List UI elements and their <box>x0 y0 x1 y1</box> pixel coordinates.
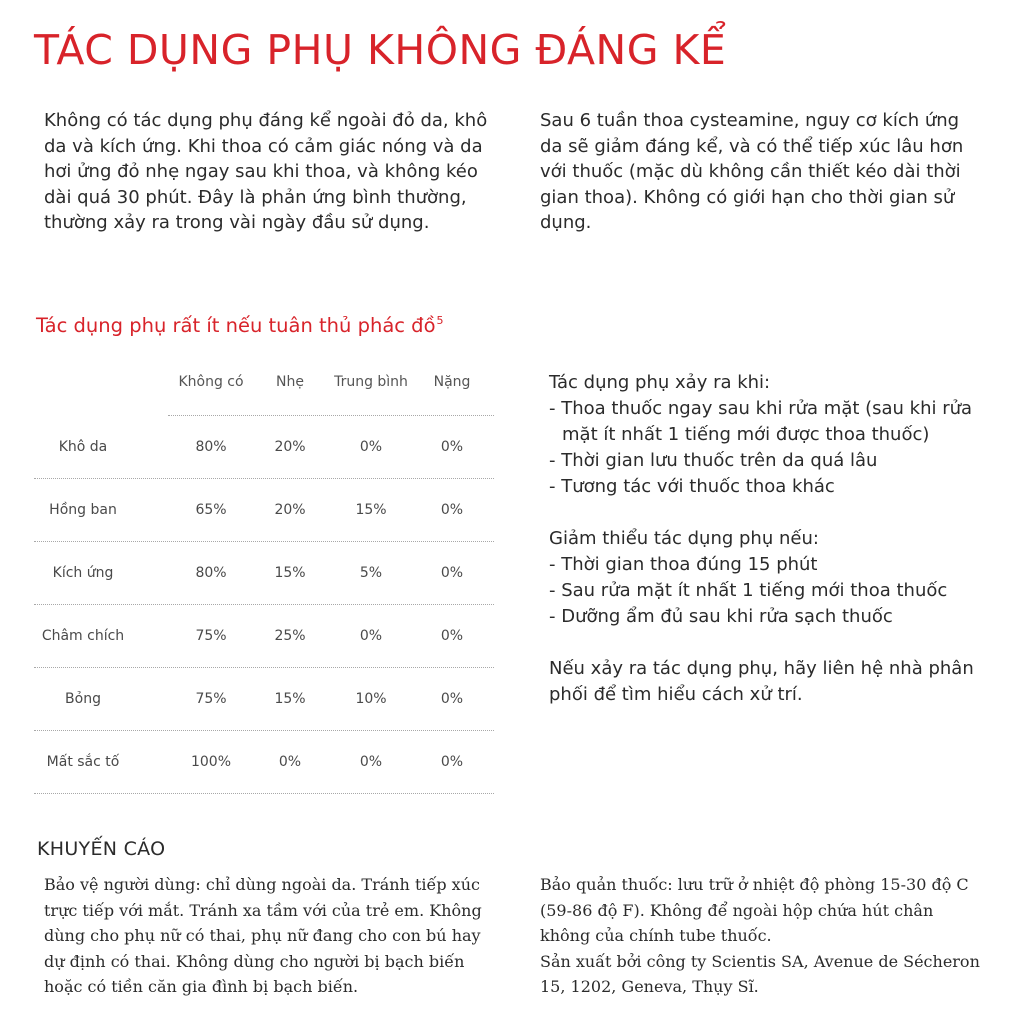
intro-right-paragraph: Sau 6 tuần thoa cysteamine, nguy cơ kích ứng da sẽ giảm đáng kể, và có thể tiếp xúc lâu hơn với thuốc (mặc dù không cần thiết kéo dài thời gian thoa). Không có giới hạn cho thời gian sử dụng. <box>540 110 964 233</box>
list-item: - Thời gian lưu thuốc trên da quá lâu <box>549 450 878 471</box>
cell-none: 65% <box>195 502 227 518</box>
cell-moderate: 10% <box>355 691 387 707</box>
reduce-block <box>549 526 1004 630</box>
header-none: Không có <box>178 374 244 390</box>
contact-note: Nếu xảy ra tác dụng phụ, hãy liên hệ nhà phân phối để tìm hiểu cách xử trí. <box>549 658 974 705</box>
warning-heading: KHUYẾN CÁO <box>37 838 166 860</box>
side-effects-table <box>34 364 494 794</box>
list-item: - Tương tác với thuốc thoa khác <box>549 476 835 497</box>
cell-severe: 0% <box>440 691 464 707</box>
cell-mild: 0% <box>278 754 302 770</box>
header-mild: Nhẹ <box>276 374 304 390</box>
text-line: (59-86 độ F). Không để ngoài hộp chứa hút chân <box>540 900 934 920</box>
header-moderate: Trung bình <box>334 374 408 390</box>
cell-moderate: 5% <box>359 565 383 581</box>
row-label: Mất sắc tố <box>46 754 120 770</box>
cell-moderate: 0% <box>359 754 383 770</box>
cell-mild: 15% <box>274 691 306 707</box>
row-label: Bỏng <box>65 691 101 707</box>
table-row <box>34 731 494 794</box>
storage-manufacturer-text <box>540 872 1000 1000</box>
cell-mild: 20% <box>274 502 306 518</box>
cell-severe: 0% <box>440 502 464 518</box>
row-label: Khô da <box>58 439 108 455</box>
list-item: - Dưỡng ẩm đủ sau khi rửa sạch thuốc <box>549 606 893 627</box>
table-row <box>34 542 494 605</box>
table-row <box>34 479 494 542</box>
occurs-block <box>549 370 1004 500</box>
cell-moderate: 0% <box>359 628 383 644</box>
table-subheading <box>36 314 444 337</box>
list-item: - Sau rửa mặt ít nhất 1 tiếng mới thoa thuốc <box>549 580 948 601</box>
text-line: 15, 1202, Geneva, Thụy Sĩ. <box>540 977 759 996</box>
cell-severe: 0% <box>440 439 464 455</box>
side-notes <box>549 370 1004 734</box>
cell-moderate: 15% <box>355 502 387 518</box>
reduce-title: Giảm thiểu tác dụng phụ nếu: <box>549 528 819 549</box>
cell-none: 100% <box>190 754 232 770</box>
occurs-title: Tác dụng phụ xảy ra khi: <box>549 372 771 393</box>
cell-none: 75% <box>195 691 227 707</box>
row-label: Châm chích <box>41 628 125 644</box>
table-row <box>34 668 494 731</box>
row-label: Hồng ban <box>49 502 117 518</box>
header-severe: Nặng <box>433 374 471 390</box>
row-label: Kích ứng <box>52 565 114 581</box>
list-item: - Thời gian thoa đúng 15 phút <box>549 554 818 575</box>
cell-severe: 0% <box>440 565 464 581</box>
text-line: Sản xuất bởi công ty Scientis SA, Avenue de Sécheron <box>540 951 980 971</box>
cell-mild: 15% <box>274 565 306 581</box>
list-item-continuation: mặt ít nhất 1 tiếng mới được thoa thuốc) <box>562 424 930 445</box>
cell-mild: 25% <box>274 628 306 644</box>
text-line: không của chính tube thuốc. <box>540 926 772 945</box>
page-title: TÁC DỤNG PHỤ KHÔNG ĐÁNG KỂ <box>34 26 727 74</box>
table-row <box>34 605 494 668</box>
warning-left-text: Bảo vệ người dùng: chỉ dùng ngoài da. Tránh tiếp xúc trực tiếp với mắt. Tránh xa tầm với của trẻ em. Không dùng cho phụ nữ có thai, phụ nữ đang cho con bú hay dự định có thai. Không dùng cho người bị bạch biến hoặc có tiền căn gia đình bị bạch biến. <box>44 875 482 996</box>
cell-mild: 20% <box>274 439 306 455</box>
text-line: Bảo quản thuốc: lưu trữ ở nhiệt độ phòng 15-30 độ C <box>540 875 969 894</box>
table-header-row <box>34 364 494 416</box>
list-item: - Thoa thuốc ngay sau khi rửa mặt (sau khi rửa <box>549 398 973 419</box>
cell-severe: 0% <box>440 628 464 644</box>
cell-moderate: 0% <box>359 439 383 455</box>
cell-none: 80% <box>195 565 227 581</box>
reference-superscript: 5 <box>436 314 444 327</box>
cell-severe: 0% <box>440 754 464 770</box>
intro-left-paragraph: Không có tác dụng phụ đáng kể ngoài đỏ da, khô da và kích ứng. Khi thoa có cảm giác nóng và da hơi ửng đỏ nhẹ ngay sau khi thoa, và không kéo dài quá 30 phút. Đây là phản ứng bình thường, thường xảy ra trong vài ngày đầu sử dụng. <box>44 110 488 233</box>
subheading-text: Tác dụng phụ rất ít nếu tuân thủ phác đồ <box>36 314 436 337</box>
cell-none: 80% <box>195 439 227 455</box>
cell-none: 75% <box>195 628 227 644</box>
table-row <box>34 416 494 479</box>
